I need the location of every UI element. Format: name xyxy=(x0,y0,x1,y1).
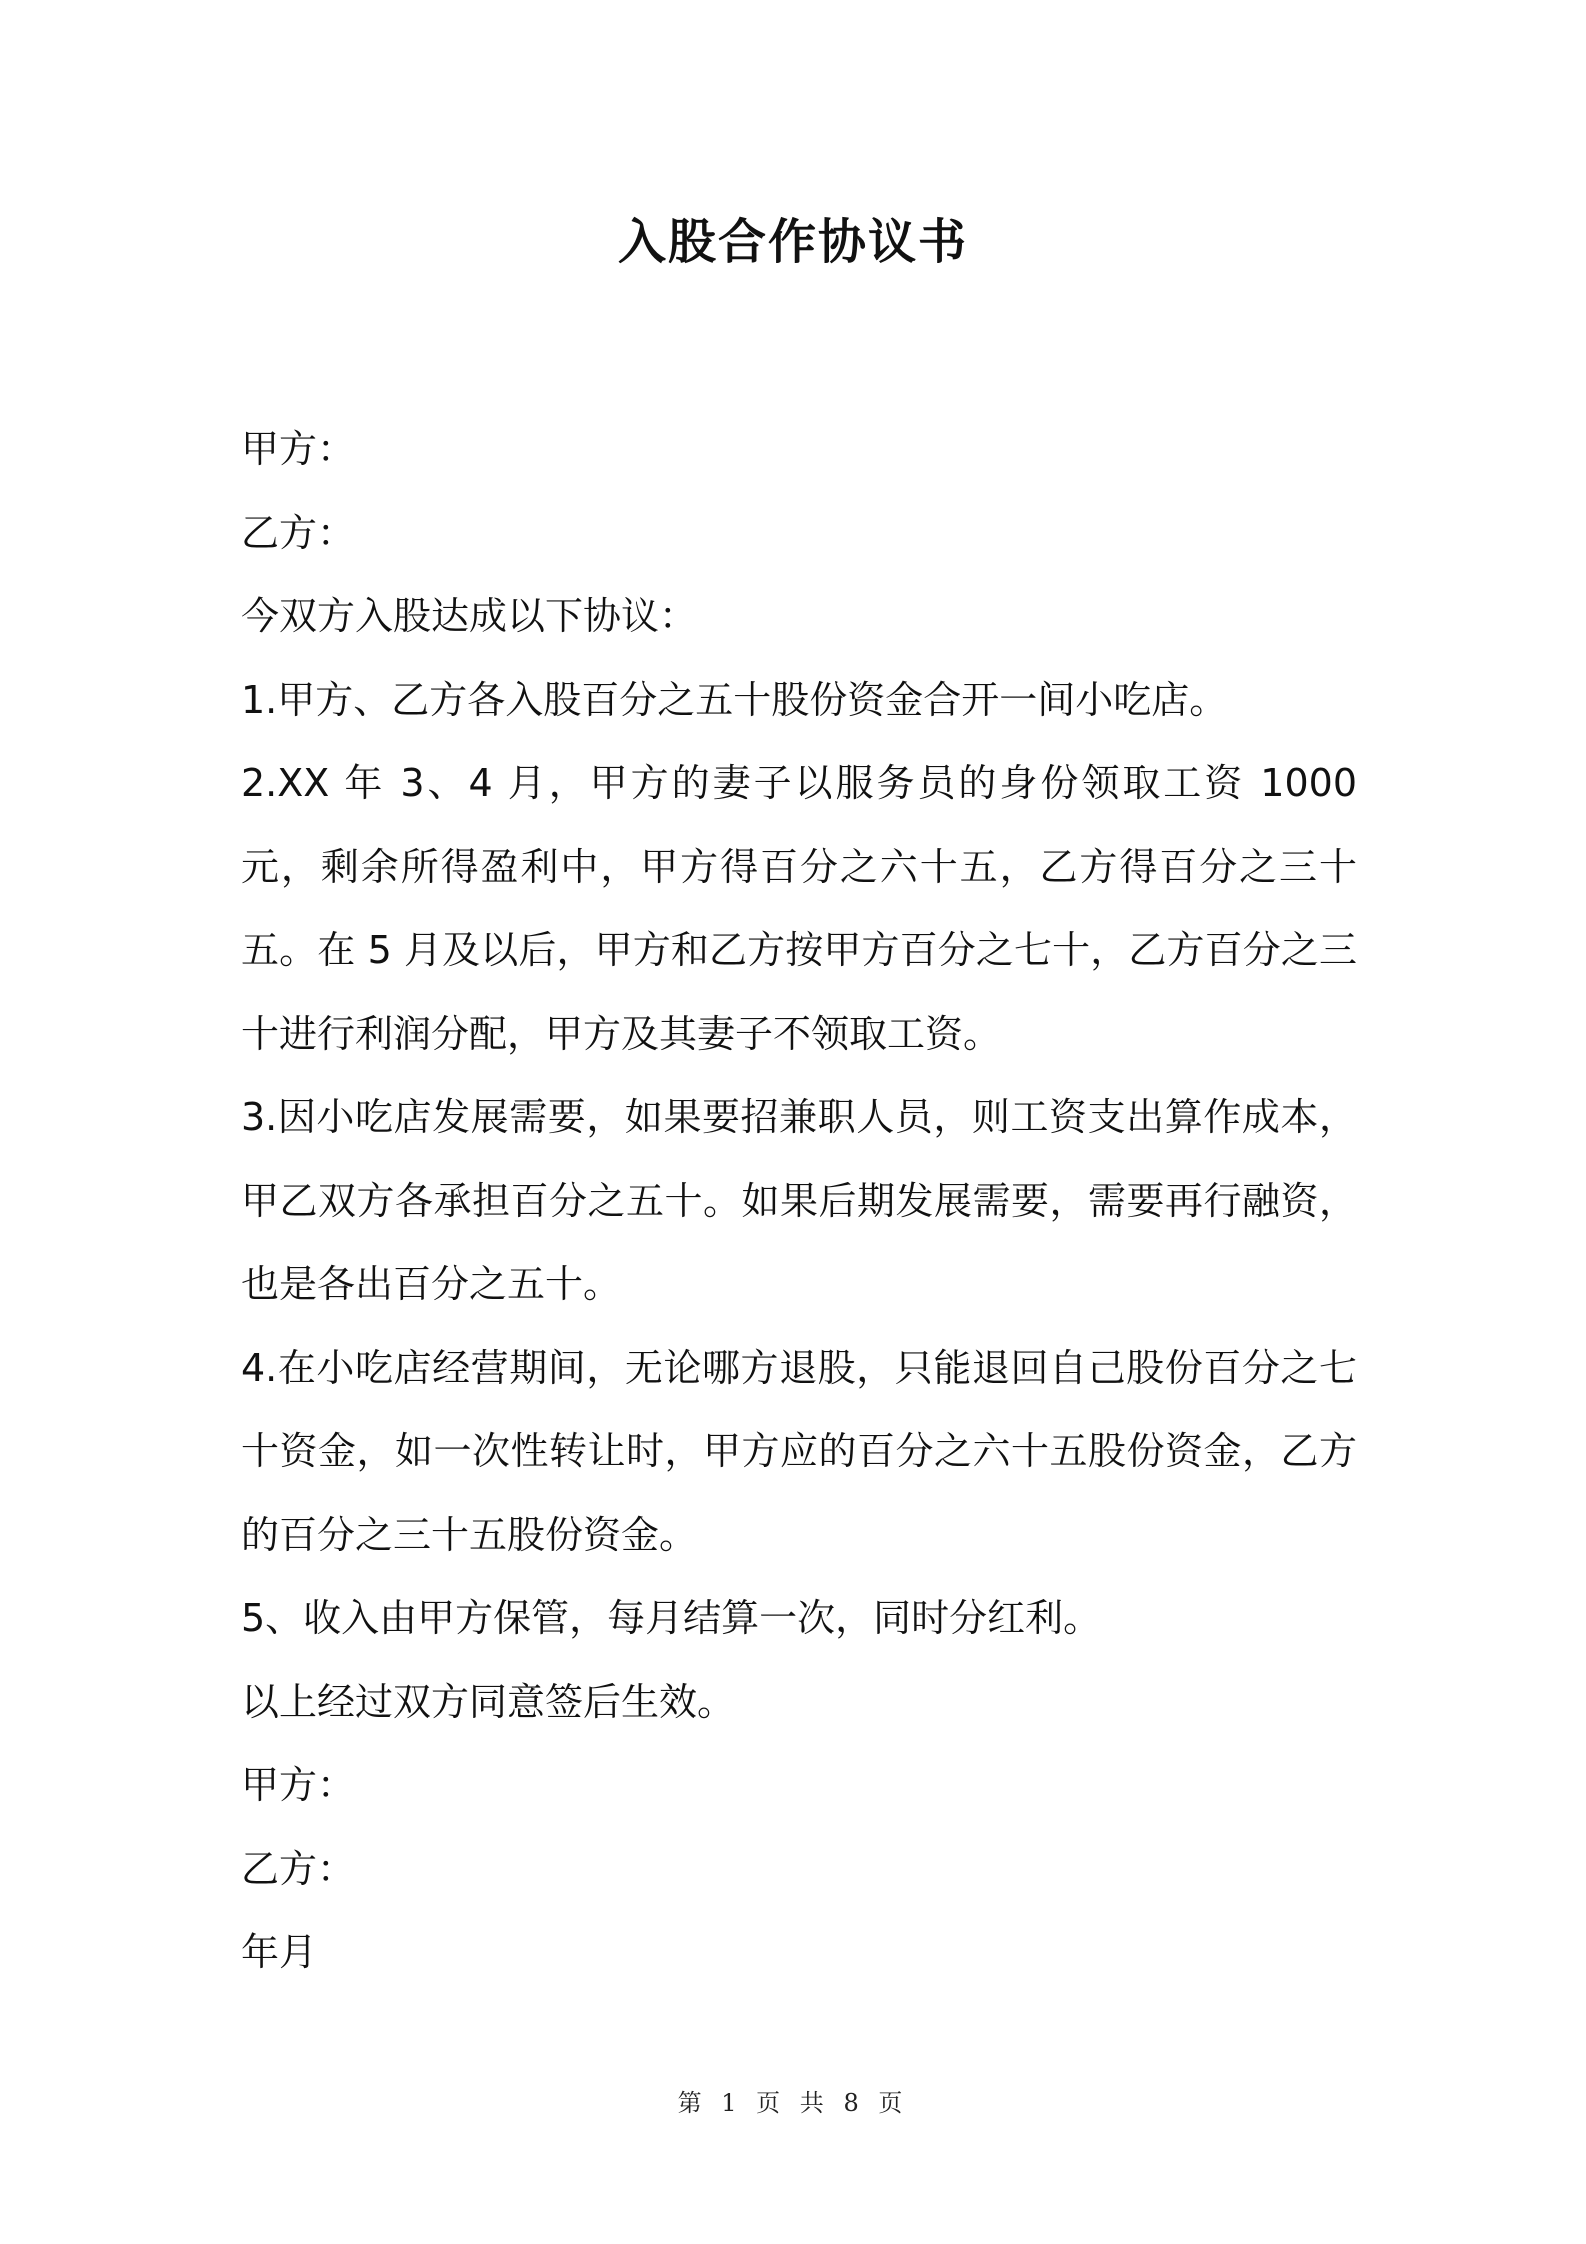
party-b-label: 乙方： xyxy=(241,510,356,555)
date-label: 年月 xyxy=(241,1930,318,1974)
clause-4: 4.在小吃店经营期间，无论哪方退股，只能退回自己股份百分之七十资金，如一次性转让时，甲方应的百分之六十五股份资金，乙方的百分之三十五股份资金。 xyxy=(241,1345,1357,1557)
page-indicator: 第 1 页 共 8 页 xyxy=(677,2089,909,2117)
document-body xyxy=(241,408,1357,1995)
clause-2: 2.XX 年 3、4 月，甲方的妻子以服务员的身份领取工资 1000 元，剩余所得盈利中，甲方得百分之六十五，乙方得百分之三十五。在 5 月及以后，甲方和乙方按甲方百分之七十，乙方百分之三十进行利润分配，甲方及其妻子不领取工资。 xyxy=(241,761,1357,1056)
clause-1: 1.甲方、乙方各入股百分之五十股份资金合开一间小吃店。 xyxy=(241,677,1228,722)
intro-text: 今双方入股达成以下协议： xyxy=(241,594,698,638)
document-title: 入股合作协议书 xyxy=(617,214,968,270)
sign-party-b: 乙方： xyxy=(241,1846,356,1891)
party-a-label: 甲方： xyxy=(241,427,356,471)
clause-5: 5、收入由甲方保管，每月结算一次，同时分红利。 xyxy=(241,1596,1102,1640)
sign-party-a: 甲方： xyxy=(241,1763,356,1807)
clause-3: 3.因小吃店发展需要，如果要招兼职人员，则工资支出算作成本，甲乙双方各承担百分之五十。如果后期发展需要，需要再行融资，也是各出百分之五十。 xyxy=(241,1095,1357,1306)
closing-text: 以上经过双方同意签后生效。 xyxy=(241,1679,736,1724)
